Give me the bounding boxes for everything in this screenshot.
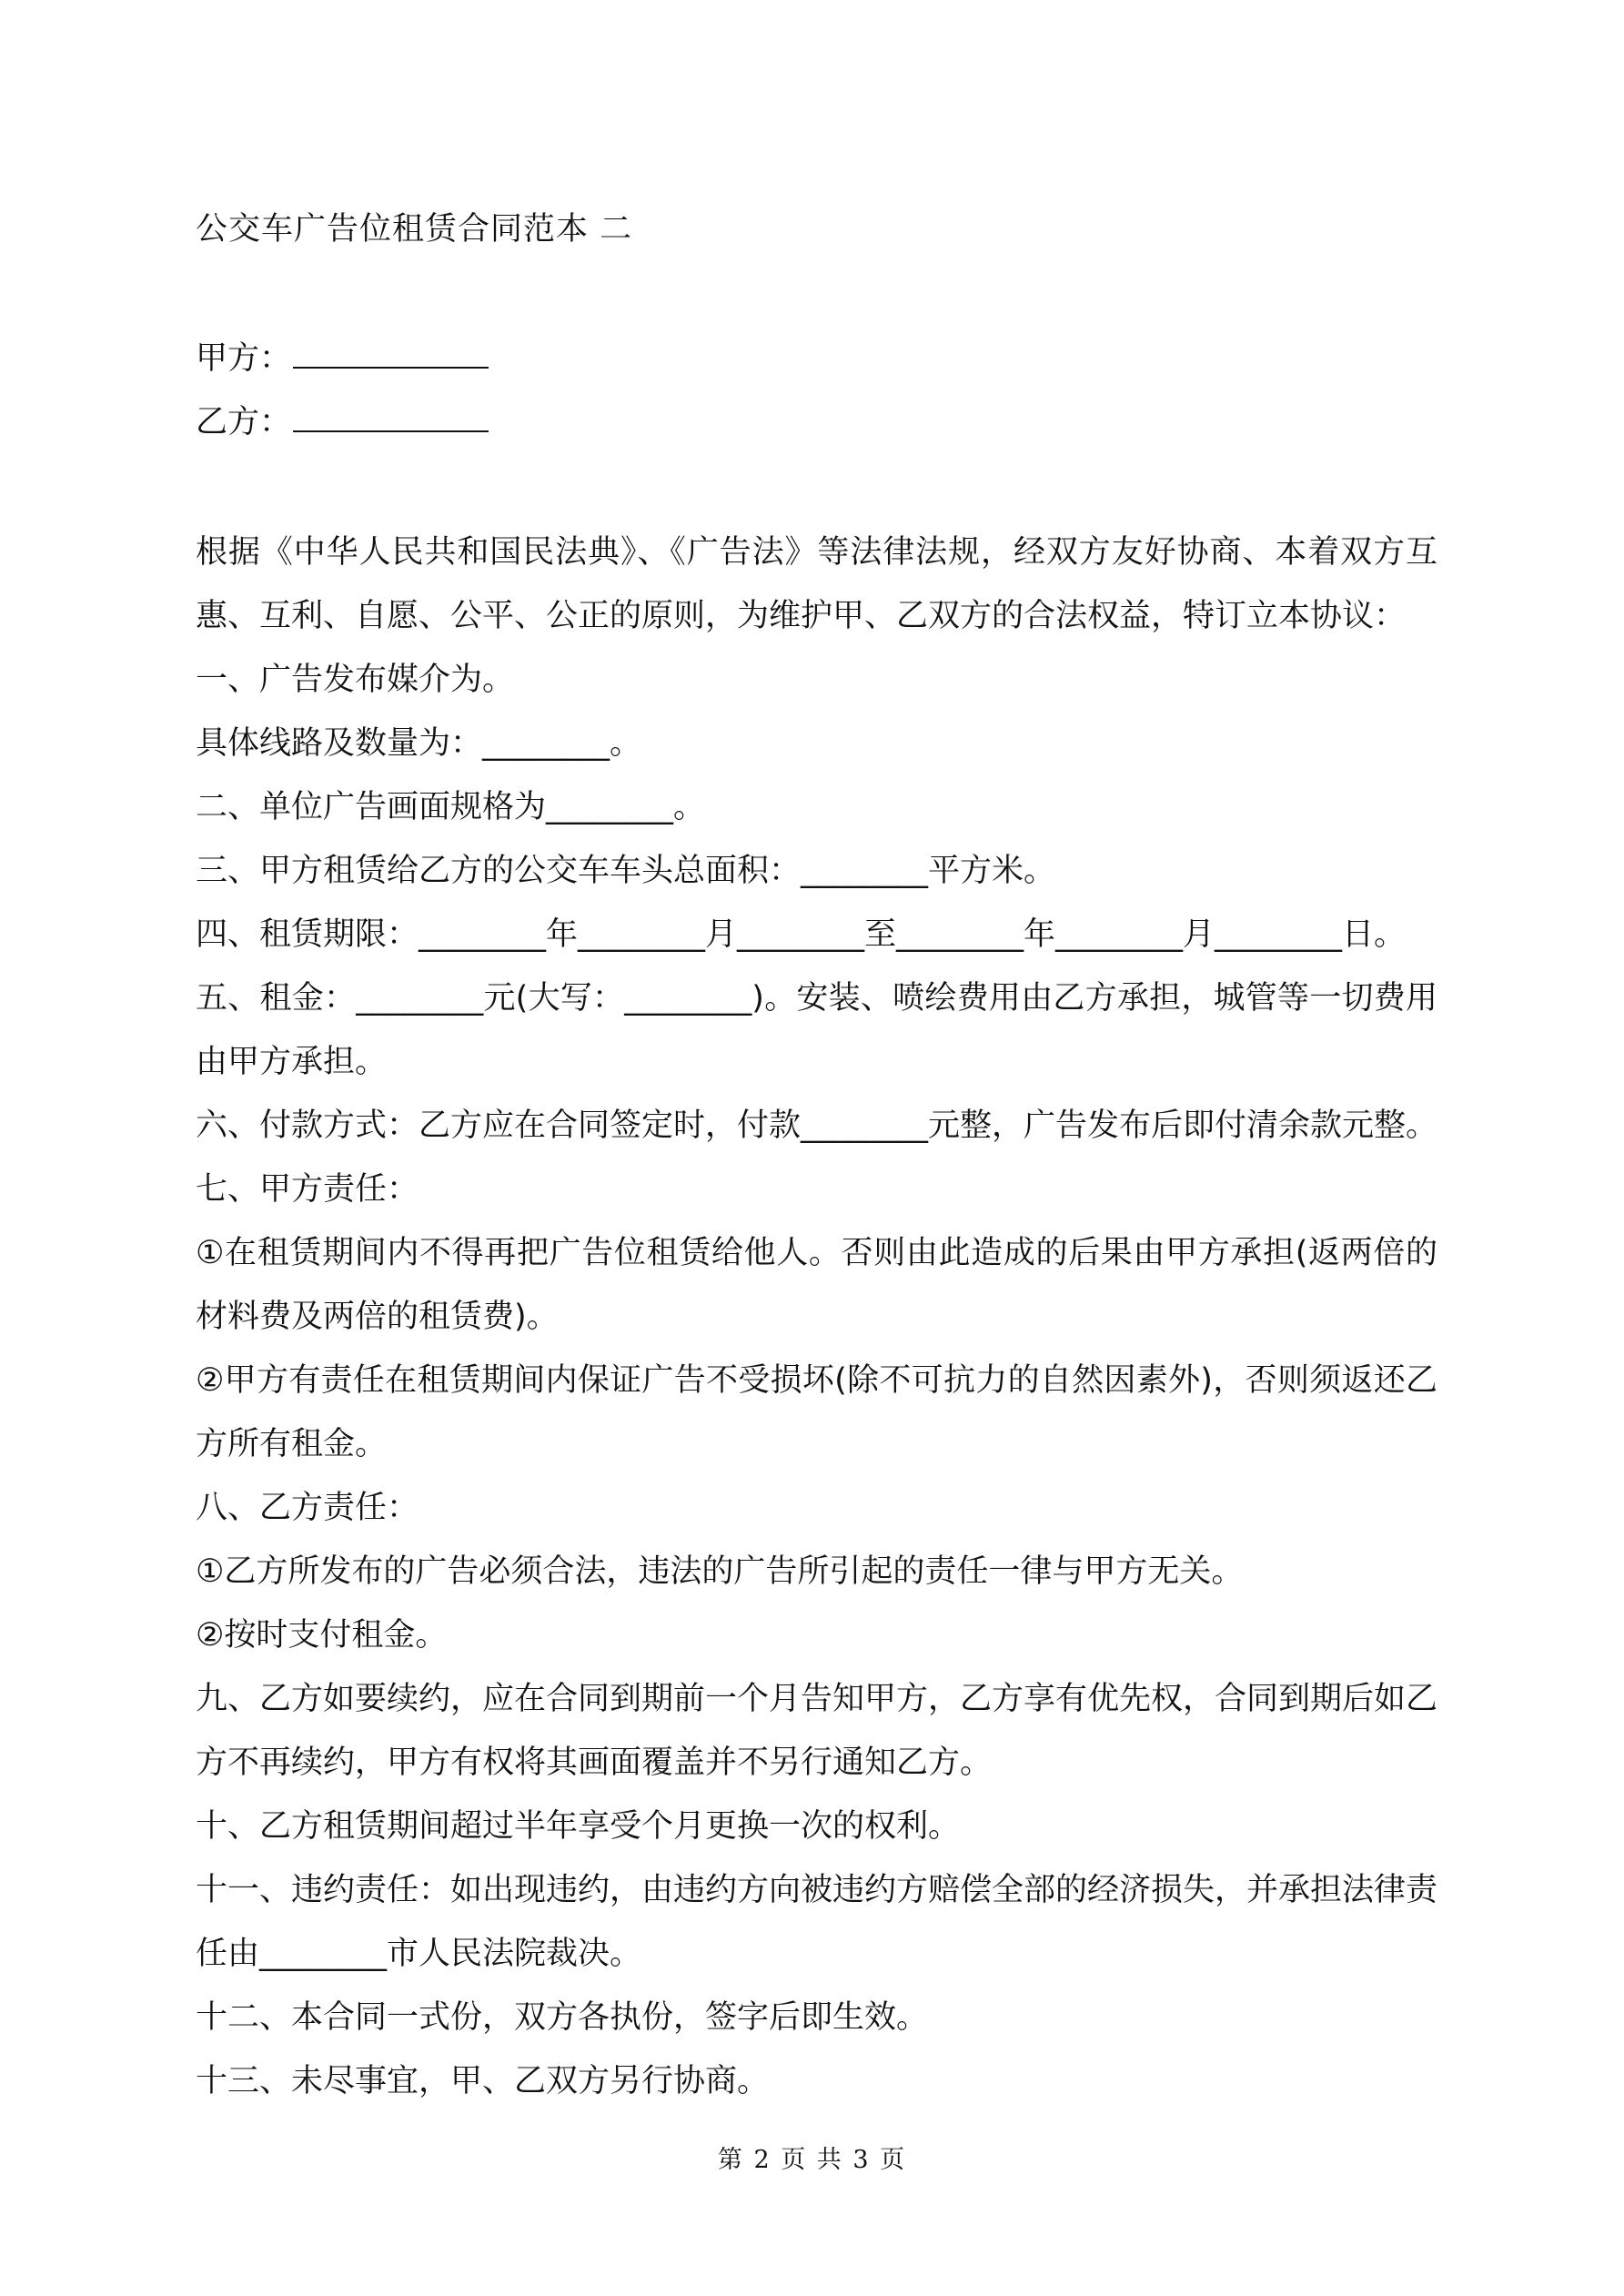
clause-8-item-2: ②按时支付租金。 (196, 1617, 448, 1654)
clause-8-item-1: ①乙方所发布的广告必须合法，违法的广告所引起的责任一律与甲方无关。 (196, 1553, 1244, 1590)
clause-7-item-1: ①在租赁期间内不得再把广告位租赁给他人。否则由此造成的后果由甲方承担(返两倍的材料费及两倍的租赁费)。 (196, 1235, 1437, 1335)
clause-9: 九、乙方如要续约，应在合同到期前一个月告知甲方，乙方享有优先权，合同到期后如乙方不再续约，甲方有权将其画面覆盖并不另行通知乙方。 (196, 1681, 1438, 1781)
party-a-blank (293, 338, 489, 369)
clause-5: 五、租金：________元(大写：________)。安装、喷绘费用由乙方承担，城管等一切费用由甲方承担。 (196, 980, 1437, 1080)
clause-10: 十、乙方租赁期间超过半年享受个月更换一次的权利。 (196, 1808, 961, 1845)
clause-12: 十二、本合同一式份，双方各执份，签字后即生效。 (196, 1999, 929, 2036)
clause-7: 七、甲方责任： (196, 1171, 419, 1208)
clause-1: 一、广告发布媒介为。 (196, 662, 515, 698)
contract-body (196, 521, 1437, 2113)
party-b-label: 乙方： (196, 404, 292, 440)
clause-8: 八、乙方责任： (196, 1490, 419, 1526)
clause-1-route: 具体线路及数量为：________。 (196, 725, 642, 762)
clause-3: 三、甲方租赁给乙方的公交车车头总面积：________平方米。 (196, 853, 1056, 889)
party-a-label: 甲方： (196, 340, 292, 377)
clause-4: 四、租赁期限：________年________月________至________年________月________日。 (196, 916, 1407, 953)
clause-13: 十三、未尽事宜，甲、乙双方另行协商。 (196, 2063, 770, 2099)
preamble-paragraph: 根据《中华人民共和国民法典》、《广告法》等法律法规，经双方友好协商、本着双方互惠、互利、自愿、公平、公正的原则，为维护甲、乙双方的合法权益，特订立本协议： (196, 534, 1437, 634)
clause-6: 六、付款方式：乙方应在合同签定时，付款________元整，广告发布后即付清余款元整。 (196, 1108, 1438, 1144)
page-footer: 第 2 页 共 3 页 (717, 2146, 907, 2174)
party-a-line (196, 337, 489, 380)
clause-2: 二、单位广告画面规格为________。 (196, 789, 706, 825)
clause-11: 十一、违约责任：如出现违约，由违约方向被违约方赔偿全部的经济损失，并承担法律责任由________市人民法院裁决。 (196, 1872, 1438, 1972)
document-title: 公交车广告位租赁合同范本 二 (196, 211, 633, 248)
clause-7-item-2: ②甲方有责任在租赁期间内保证广告不受损坏(除不可抗力的自然因素外)，否则须返还乙方所有租金。 (196, 1362, 1437, 1462)
party-b-blank (293, 401, 489, 432)
party-b-line (196, 400, 489, 444)
